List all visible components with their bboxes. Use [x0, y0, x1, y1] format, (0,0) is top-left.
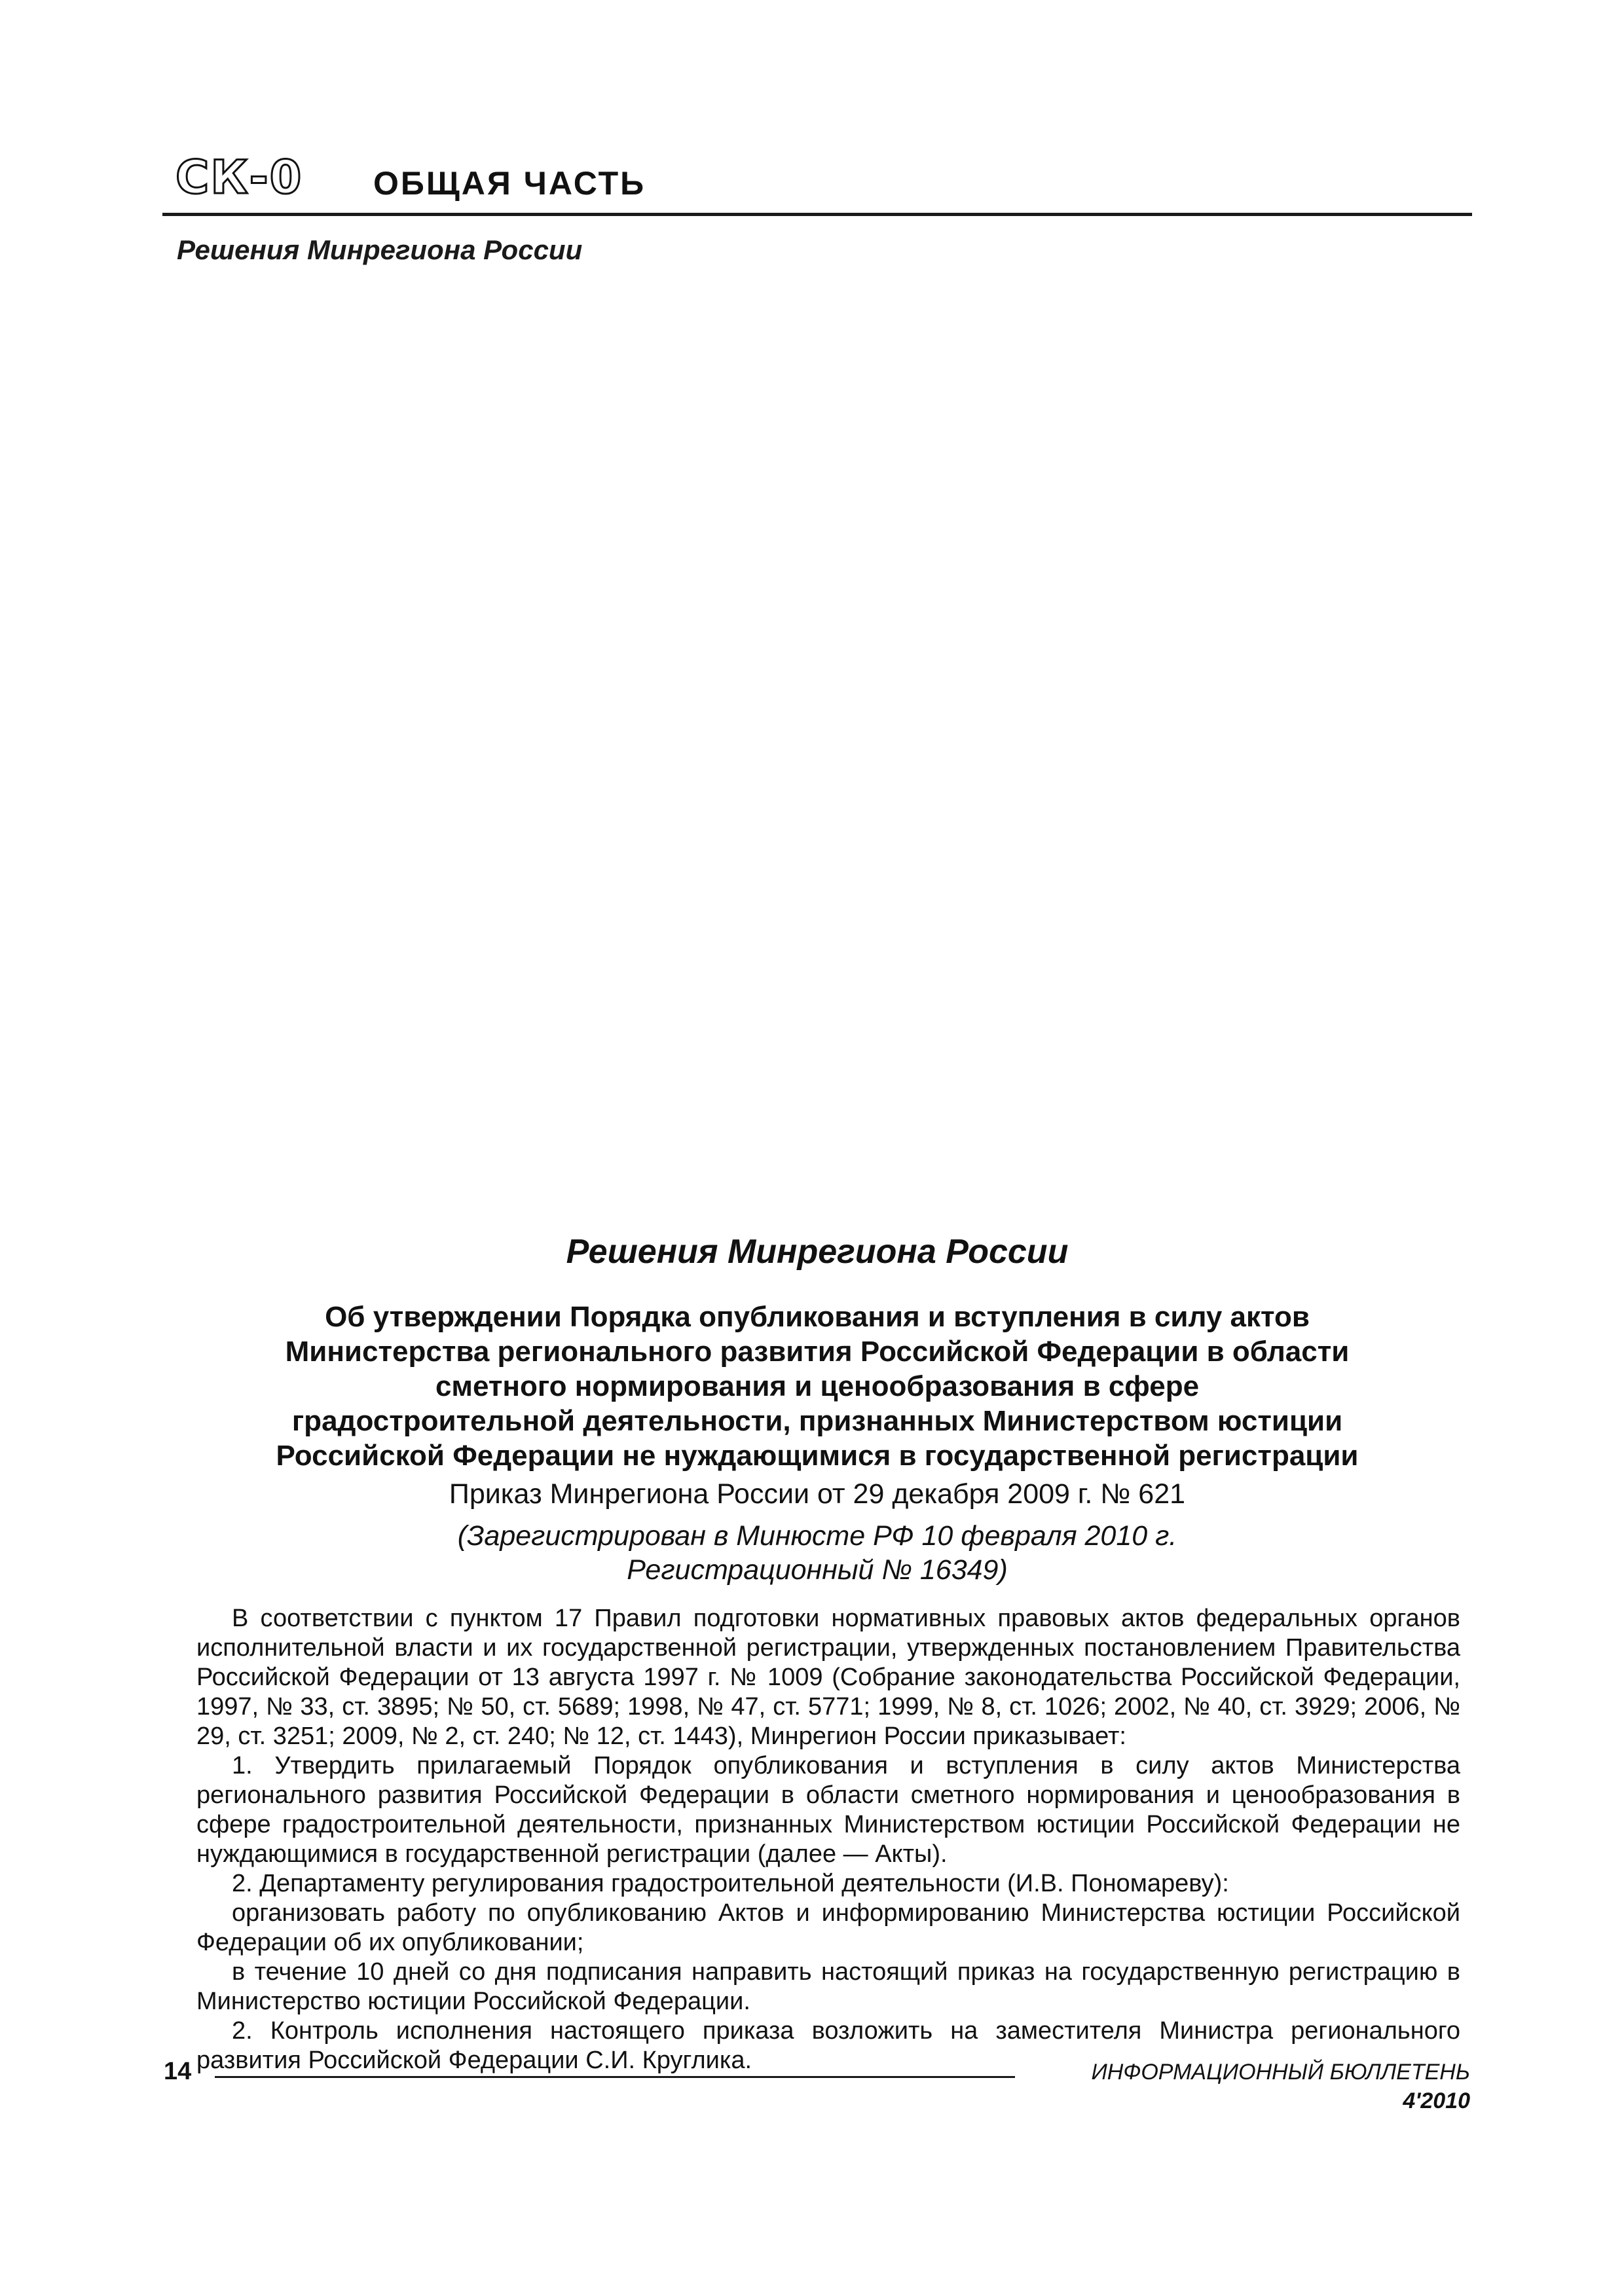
journal-name: [1038, 2058, 1470, 2115]
title-line: Министерства регионального развития Российской Федерации в области: [285, 1336, 1350, 1368]
registration-note: [162, 1519, 1472, 1587]
journal-issue: 4'2010: [1403, 2088, 1470, 2113]
order-reference: Приказ Минрегиона России от 29 декабря 2009 г. № 621: [449, 1478, 1186, 1510]
article-body: [196, 1604, 1460, 2075]
rubric-title: Решения Минрегиона России: [177, 234, 583, 265]
section-logo: СК-0: [175, 151, 303, 204]
registration-line: Регистрационный № 16349): [627, 1554, 1008, 1586]
title-line: Об утверждении Порядка опубликования и вступления в силу актов: [325, 1301, 1310, 1333]
body-paragraph: 2. Департаменту регулирования градостроительной деятельности (И.В. Пономареву):: [232, 1870, 1229, 1897]
header-divider: [162, 213, 1472, 216]
body-paragraph: В соответствии с пунктом 17 Правил подготовки нормативных правовых актов федеральных органов исполнительной власти и их государственной регистрации, утвержденных постановлением Правительства Российской Федерации от 13 августа 1997 г. № 1009 (Собрание законодательства Российской Федерации, 1997, № 33, ст. 3895; № 50, ст. 5689; 1998, № 47, ст. 5771; 1999, № 8, ст. 1026; 2002, № 40, ст. 3929; 2006, № 29, ст. 3251; 2009, № 2, ст. 240; № 12, ст. 1443), Минрегион России приказывает:: [196, 1605, 1460, 1750]
article-heading: Решения Минрегиона России: [566, 1233, 1069, 1271]
registration-line: (Зарегистрирован в Минюсте РФ 10 февраля 2010 г.: [457, 1520, 1177, 1552]
body-paragraph: 2. Контроль исполнения настоящего приказа возложить на заместителя Министра регионального развития Российской Федерации С.И. Круглика.: [196, 2017, 1460, 2074]
body-paragraph: 1. Утвердить прилагаемый Порядок опубликования и вступления в силу актов Министерства регионального развития Российской Федерации в области сметного нормирования и ценообразования в сфере градостроительной деятельности, признанных Министерством юстиции Российской Федерации не нуждающимися в государственной регистрации (далее — Акты).: [196, 1752, 1460, 1868]
title-line: сметного нормирования и ценообразования в сфере: [435, 1370, 1200, 1402]
body-paragraph: в течение 10 дней со дня подписания направить настоящий приказ на государственную регистрацию в Министерство юстиции Российской Федерации.: [196, 1958, 1460, 2015]
section-title: ОБЩАЯ ЧАСТЬ: [373, 165, 646, 202]
article-title: [196, 1300, 1438, 1473]
footer-divider: [215, 2076, 1015, 2078]
title-line: градостроительной деятельности, признанных Министерством юстиции: [291, 1405, 1343, 1437]
page-number: 14: [164, 2058, 192, 2085]
body-paragraph: организовать работу по опубликованию Актов и информированию Министерства юстиции Российской Федерации об их опубликовании;: [196, 1899, 1460, 1956]
title-line: Российской Федерации не нуждающимися в государственной регистрации: [276, 1440, 1359, 1472]
journal-title: ИНФОРМАЦИОННЫЙ БЮЛЛЕТЕНЬ: [1091, 2060, 1470, 2085]
